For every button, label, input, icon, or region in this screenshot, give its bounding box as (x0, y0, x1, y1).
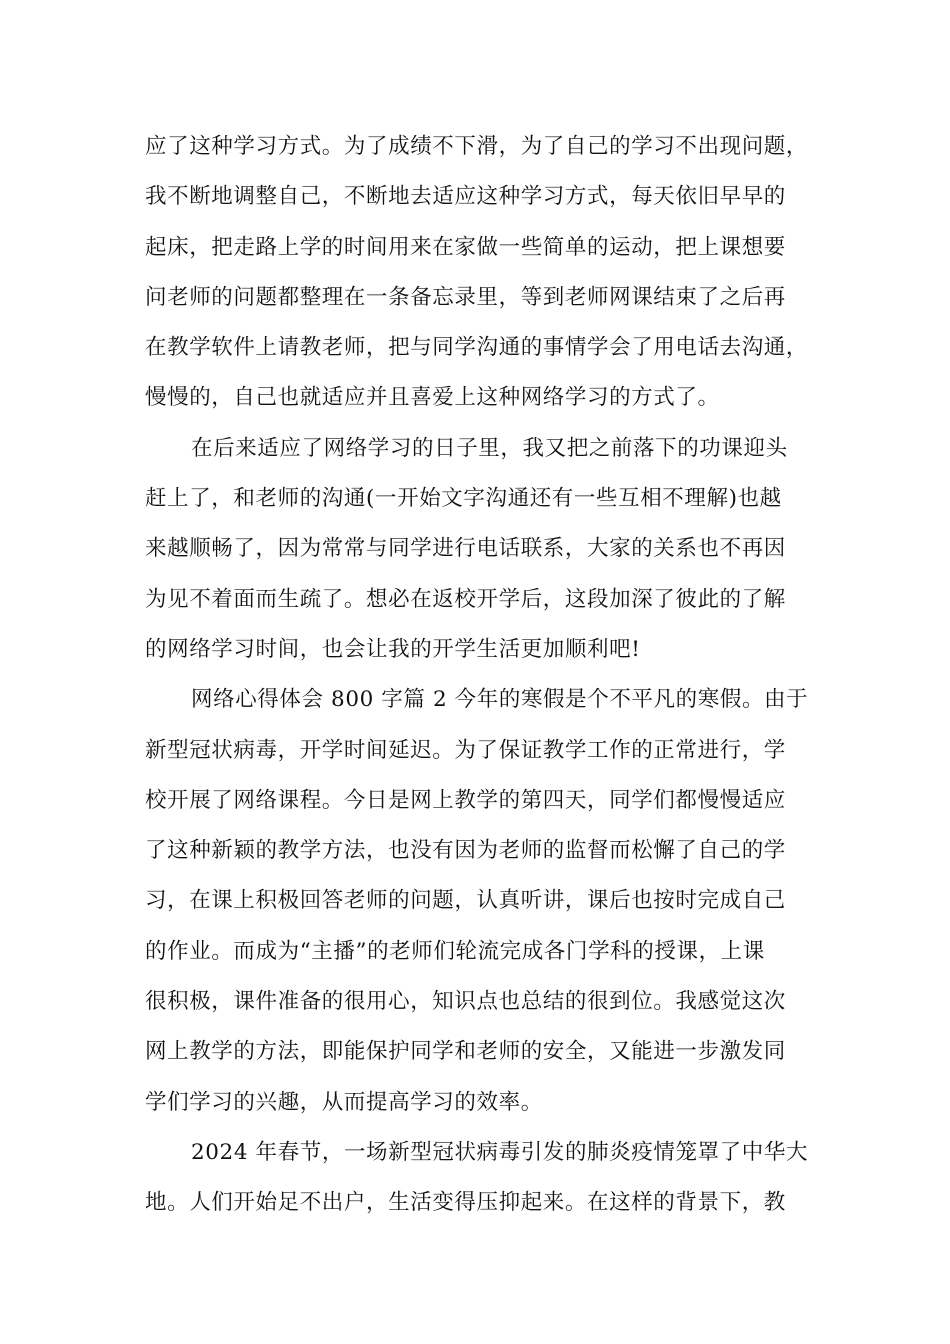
text-line: 校开展了网络课程。今日是网上教学的第四天，同学们都慢慢适应 (145, 787, 786, 813)
text-line: 地。人们开始足不出户，生活变得压抑起来。在这样的背景下，教 (145, 1190, 786, 1216)
text-line: 在教学软件上请教老师，把与同学沟通的事情学会了用电话去沟通， (145, 335, 809, 361)
text-line: 我不断地调整自己，不断地去适应这种学习方式，每天依旧早早的 (145, 184, 786, 210)
text-line: 在后来适应了网络学习的日子里，我又把之前落下的功课迎头 (191, 435, 788, 461)
text-line: 来越顺畅了，因为常常与同学进行电话联系，大家的关系也不再因 (145, 536, 786, 562)
text-line: 习，在课上积极回答老师的问题，认真听讲，课后也按时完成自己 (145, 888, 786, 914)
text-line: 慢慢的，自己也就适应并且喜爱上这种网络学习的方式了。 (145, 385, 720, 411)
text-line: 2024 年春节，一场新型冠状病毒引发的肺炎疫情笼罩了中华大 (191, 1139, 809, 1165)
text-line: 了这种新颖的教学方法，也没有因为老师的监督而松懈了自己的学 (145, 838, 786, 864)
text-line: 应了这种学习方式。为了成绩不下滑，为了自己的学习不出现问题， (145, 134, 809, 159)
text-line: 网络心得体会 800 字篇 2 今年的寒假是个不平凡的寒假。由于 (191, 687, 809, 713)
text-line: 为见不着面而生疏了。想必在返校开学后，这段加深了彼此的了解 (145, 586, 786, 612)
text-line: 问老师的问题都整理在一条备忘录里，等到老师网课结束了之后再 (145, 284, 786, 310)
text-line: 起床，把走路上学的时间用来在家做一些简单的运动，把上课想要 (145, 234, 786, 260)
text-line: 赶上了，和老师的沟通(一开始文字沟通还有一些互相不理解)也越 (145, 486, 782, 512)
text-line: 学们学习的兴趣，从而提高学习的效率。 (145, 1089, 543, 1115)
document-body-text (145, 122, 815, 1229)
text-line: 的作业。而成为“主播”的老师们轮流完成各门学科的授课，上课 (145, 938, 765, 964)
text-line: 网上教学的方法，即能保护同学和老师的安全，又能进一步激发同 (145, 1039, 786, 1065)
text-line: 新型冠状病毒，开学时间延迟。为了保证教学工作的正常进行，学 (145, 737, 786, 763)
text-line: 的网络学习时间，也会让我的开学生活更加顺利吧! (145, 636, 641, 662)
text-line: 很积极，课件准备的很用心，知识点也总结的很到位。我感觉这次 (145, 989, 786, 1015)
